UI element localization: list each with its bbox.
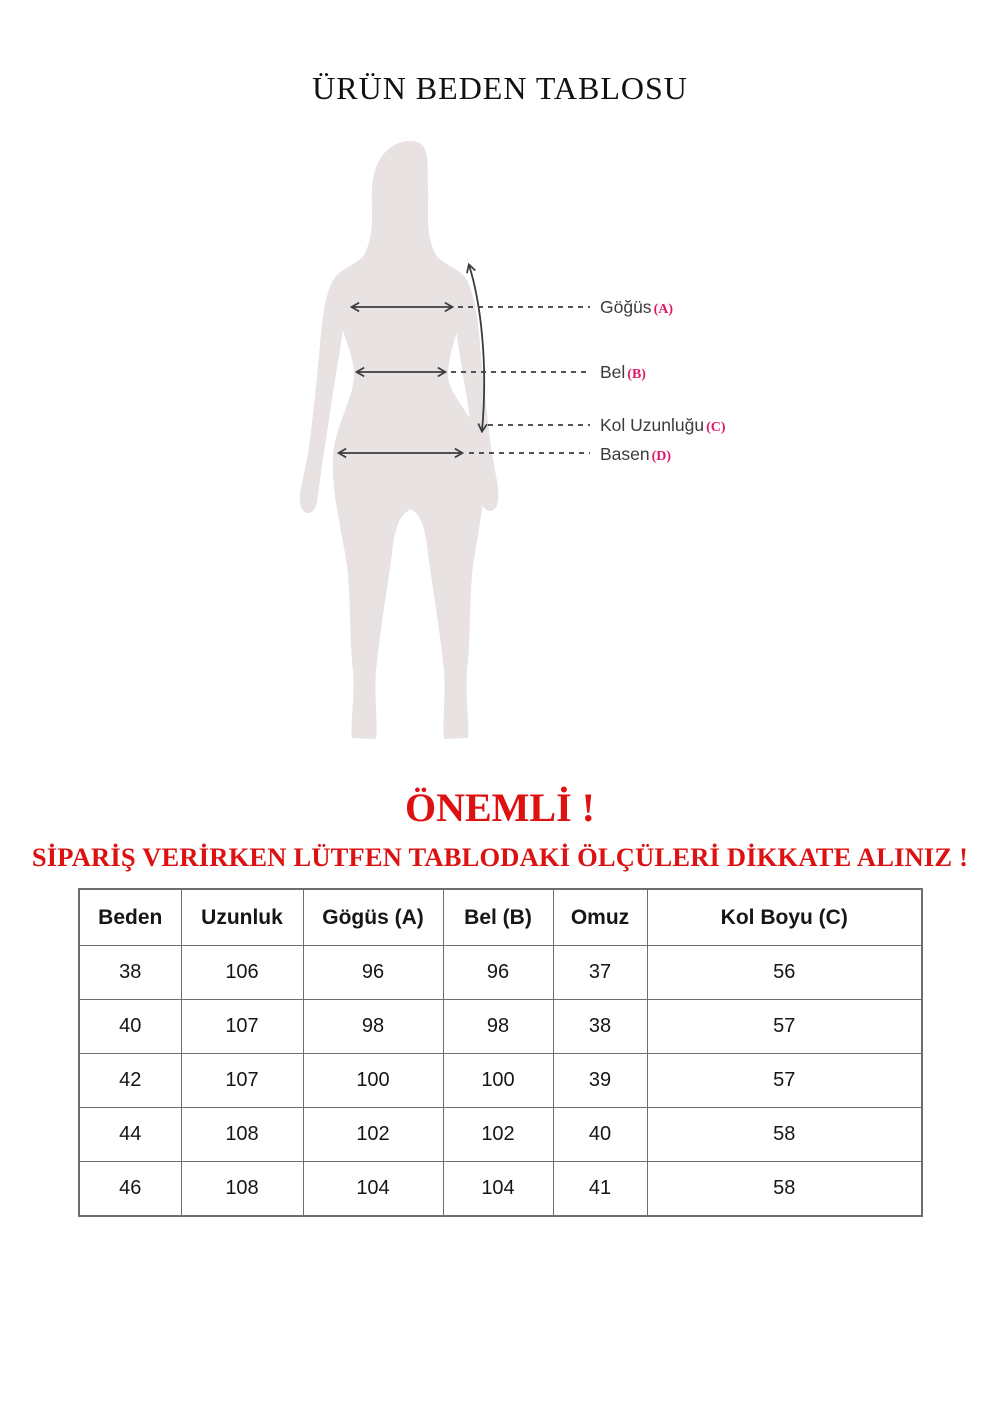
size-table-header-row: [79, 889, 922, 946]
cell: 46: [79, 1162, 181, 1217]
measure-label-letter: (C): [706, 420, 726, 435]
table-row: [79, 1000, 922, 1054]
size-table: [78, 888, 923, 1217]
cell: 100: [443, 1054, 553, 1108]
cell: 96: [303, 946, 443, 1000]
body-silhouette-graphic: [290, 135, 600, 763]
col-header-gogus: Gögüs (A): [303, 889, 443, 946]
measure-label-text: Bel: [600, 362, 626, 382]
cell: 58: [647, 1162, 922, 1217]
cell: 96: [443, 946, 553, 1000]
cell: 102: [303, 1108, 443, 1162]
cell: 56: [647, 946, 922, 1000]
cell: 108: [181, 1162, 303, 1217]
cell: 42: [79, 1054, 181, 1108]
col-header-uzunluk: Uzunluk: [181, 889, 303, 946]
cell: 107: [181, 1054, 303, 1108]
cell: 106: [181, 946, 303, 1000]
col-header-bel: Bel (B): [443, 889, 553, 946]
cell: 107: [181, 1000, 303, 1054]
warning-title: ÖNEMLİ !: [405, 785, 595, 830]
measure-label-bel: [600, 361, 646, 383]
measure-label-kol: [600, 414, 726, 436]
measure-label-text: Göğüs: [600, 297, 652, 317]
cell: 41: [553, 1162, 647, 1217]
cell: 38: [79, 946, 181, 1000]
col-header-kol-boyu: Kol Boyu (C): [647, 889, 922, 946]
cell: 40: [79, 1000, 181, 1054]
female-silhouette: [300, 141, 499, 739]
cell: 37: [553, 946, 647, 1000]
cell: 40: [553, 1108, 647, 1162]
table-row: [79, 1162, 922, 1217]
table-row: [79, 1108, 922, 1162]
measure-label-text: Kol Uzunluğu: [600, 415, 705, 435]
cell: 44: [79, 1108, 181, 1162]
measure-label-basen: [600, 443, 671, 465]
cell: 98: [303, 1000, 443, 1054]
measure-label-text: Basen: [600, 444, 650, 464]
col-header-beden: Beden: [79, 889, 181, 946]
cell: 104: [303, 1162, 443, 1217]
cell: 98: [443, 1000, 553, 1054]
cell: 57: [647, 1000, 922, 1054]
page-title: ÜRÜN BEDEN TABLOSU: [312, 70, 688, 106]
cell: 38: [553, 1000, 647, 1054]
measure-label-letter: (A): [653, 302, 673, 317]
measure-label-letter: (B): [627, 367, 646, 382]
cell: 104: [443, 1162, 553, 1217]
cell: 102: [443, 1108, 553, 1162]
cell: 57: [647, 1054, 922, 1108]
table-row: [79, 946, 922, 1000]
table-row: [79, 1054, 922, 1108]
cell: 100: [303, 1054, 443, 1108]
col-header-omuz: Omuz: [553, 889, 647, 946]
cell: 108: [181, 1108, 303, 1162]
cell: 58: [647, 1108, 922, 1162]
cell: 39: [553, 1054, 647, 1108]
measure-label-letter: (D): [651, 449, 672, 464]
warning-subtitle: SİPARİŞ VERİRKEN LÜTFEN TABLODAKİ ÖLÇÜLERİ DİKKATE ALINIZ !: [31, 842, 969, 872]
measure-label-gogus: [600, 296, 673, 318]
